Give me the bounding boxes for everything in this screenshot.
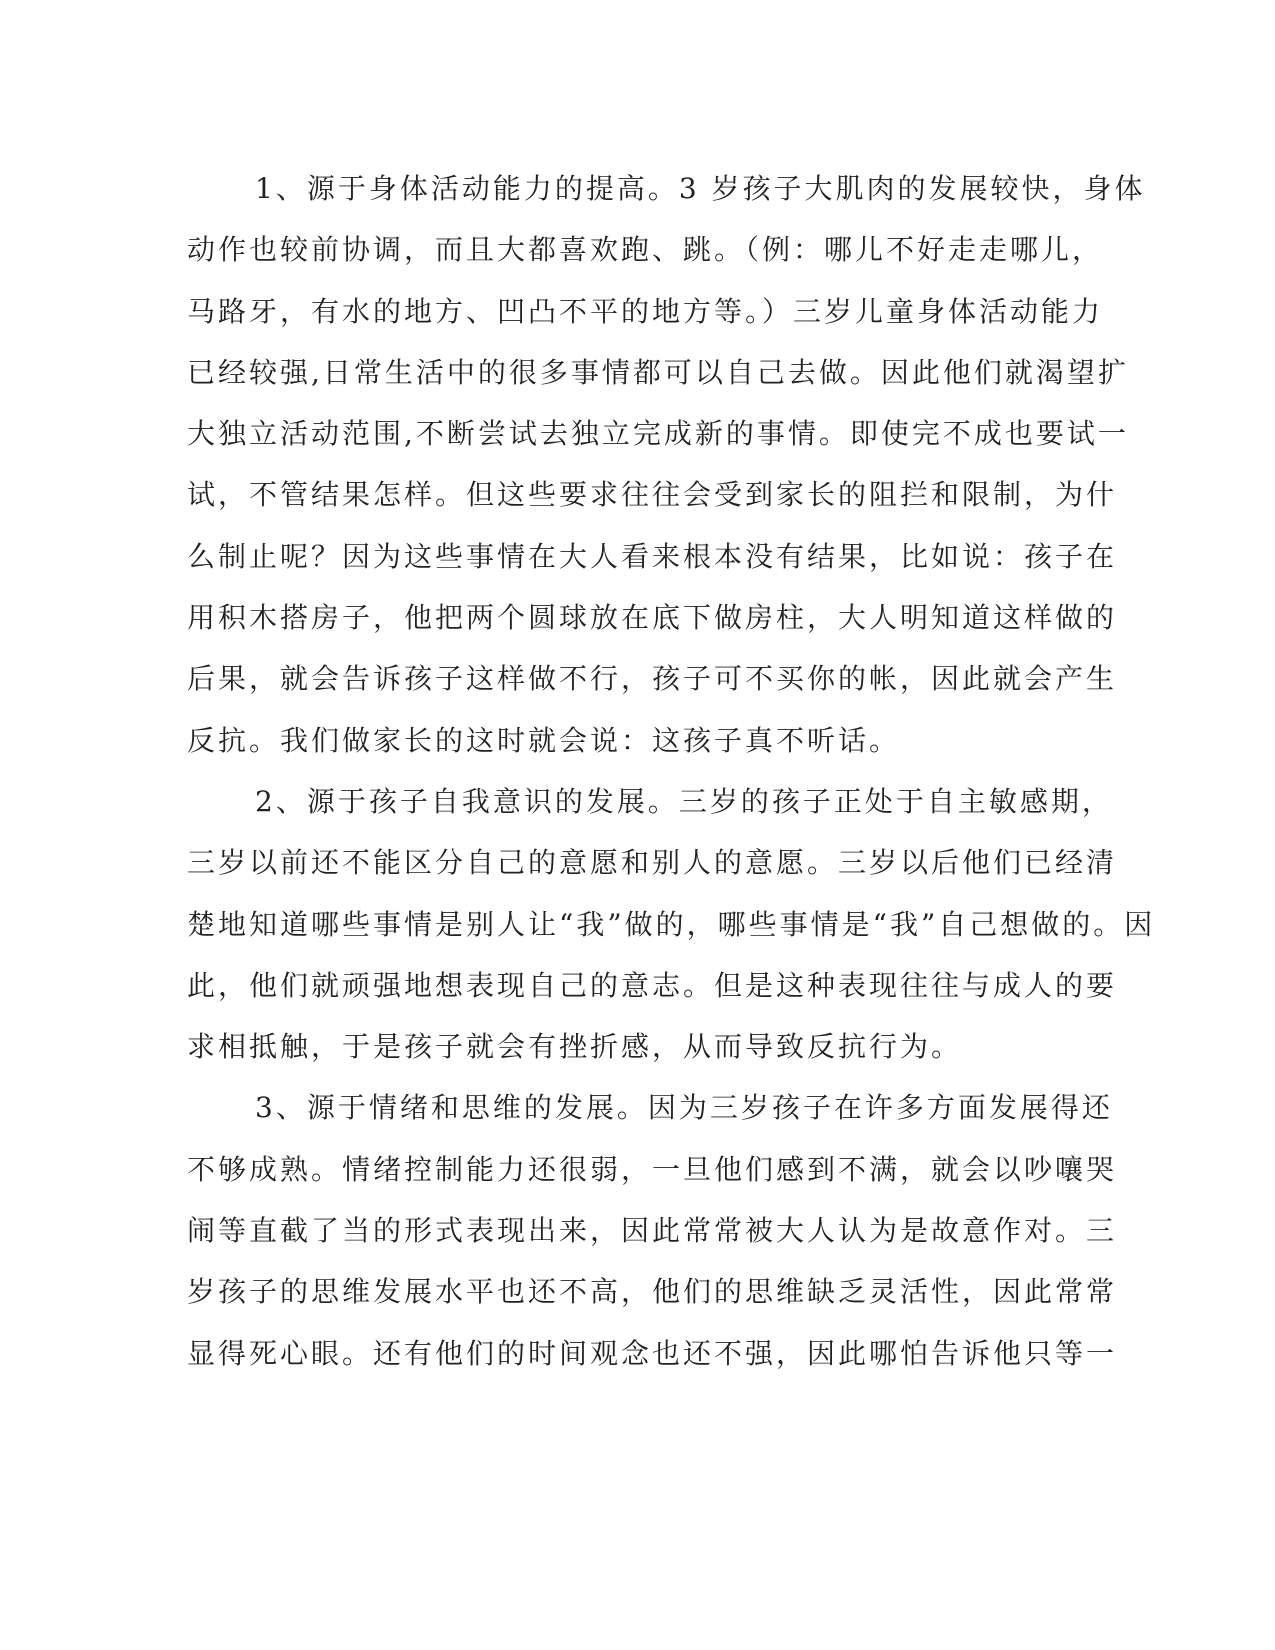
paragraph-3-line-1: 3、源于情绪和思维的发展。因为三岁孩子在许多方面发展得还 xyxy=(255,1091,1113,1125)
paragraph-2-line-3: 楚地知道哪些事情是别人让“我”做的，哪些事情是“我”自己想做的。因 xyxy=(187,907,1156,941)
document-body xyxy=(187,158,1156,1384)
paragraph-2-line-4: 此，他们就顽强地想表现自己的意志。但是这种表现往往与成人的要 xyxy=(187,968,1118,1002)
paragraph-2-line-1: 2、源于孩子自我意识的发展。三岁的孩子正处于自主敏感期， xyxy=(255,784,1113,818)
paragraph-3-line-2: 不够成熟。情绪控制能力还很弱，一旦他们感到不满，就会以吵嚷哭 xyxy=(187,1152,1118,1186)
paragraph-1-line-10: 反抗。我们做家长的这时就会说：这孩子真不听话。 xyxy=(187,723,901,757)
paragraph-1-line-2: 动作也较前协调，而且大都喜欢跑、跳。（例：哪儿不好走走哪儿， xyxy=(187,233,1104,267)
paragraph-1-line-4: 已经较强,日常生活中的很多事情都可以自己去做。因此他们就渴望扩 xyxy=(187,355,1129,389)
paragraph-3-line-5: 显得死心眼。还有他们的时间观念也还不强，因此哪怕告诉他只等一 xyxy=(187,1336,1118,1370)
paragraph-1-line-7: 么制止呢？因为这些事情在大人看来根本没有结果，比如说：孩子在 xyxy=(187,539,1118,573)
paragraph-2-line-2: 三岁以前还不能区分自己的意愿和别人的意愿。三岁以后他们已经清 xyxy=(187,846,1118,880)
paragraph-1-line-6: 试，不管结果怎样。但这些要求往往会受到家长的阻拦和限制，为什 xyxy=(187,478,1118,512)
paragraph-1-line-5: 大独立活动范围,不断尝试去独立完成新的事情。即使完不成也要试一 xyxy=(187,417,1129,451)
paragraph-1-line-9: 后果，就会告诉孩子这样做不行，孩子可不买你的帐，因此就会产生 xyxy=(187,662,1118,696)
paragraph-3-line-4: 岁孩子的思维发展水平也还不高，他们的思维缺乏灵活性，因此常常 xyxy=(187,1275,1118,1309)
paragraph-1-line-8: 用积木搭房子，他把两个圆球放在底下做房柱，大人明知道这样做的 xyxy=(187,601,1118,635)
paragraph-1-line-1: 1、源于身体活动能力的提高。3 岁孩子大肌肉的发展较快，身体 xyxy=(255,172,1146,205)
paragraph-1-line-3: 马路牙，有水的地方、凹凸不平的地方等。）三岁儿童身体活动能力 xyxy=(187,294,1104,328)
paragraph-3-line-3: 闹等直截了当的形式表现出来，因此常常被大人认为是故意作对。三 xyxy=(187,1214,1118,1248)
paragraph-2-line-5: 求相抵触，于是孩子就会有挫折感，从而导致反抗行为。 xyxy=(187,1030,963,1064)
